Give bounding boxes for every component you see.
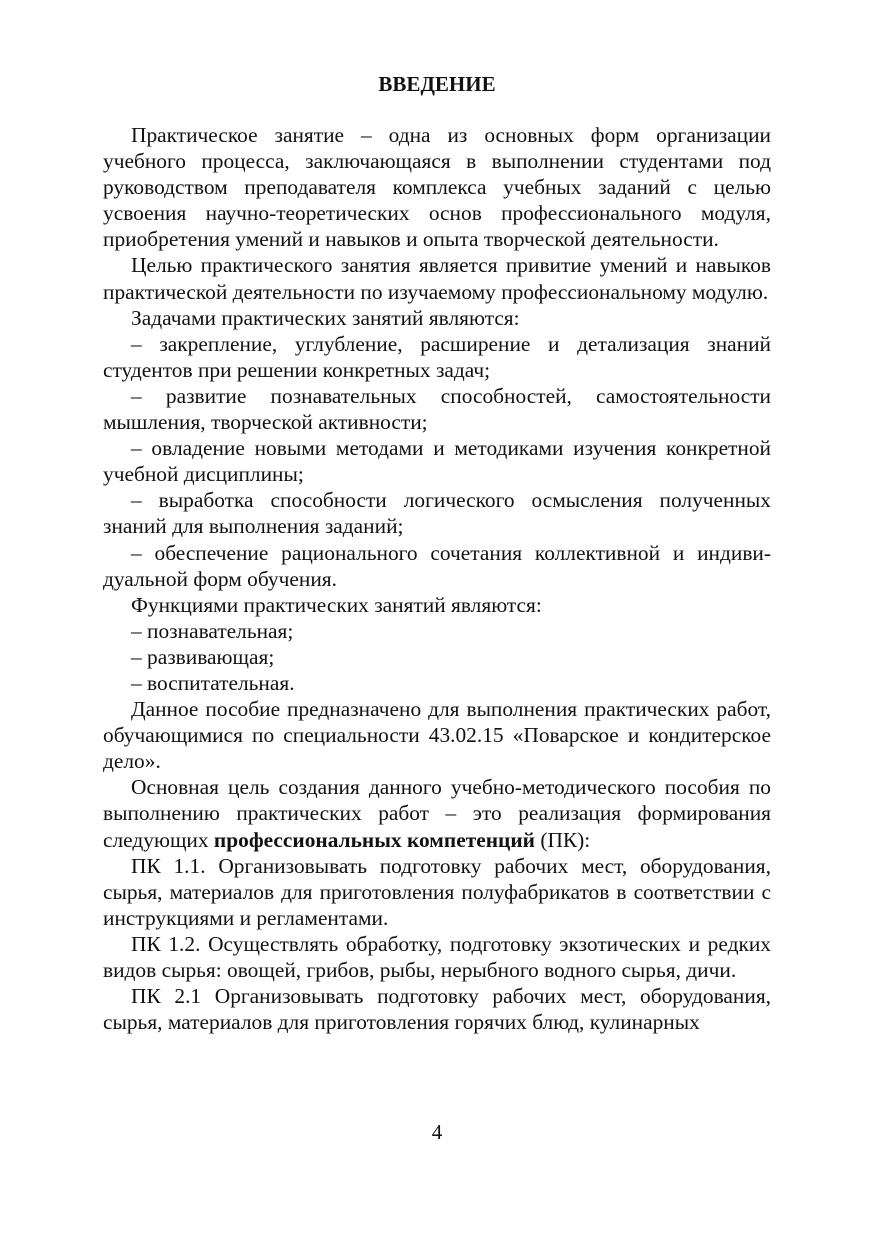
competencies-text-start: Основная цель создания данного учебно-методического пособия по выполнению практических работ – это реализация формирования следующих <box>103 775 771 852</box>
paragraph-competencies-intro <box>103 774 771 852</box>
paragraph-tasks-heading: Задачами практических занятий являются: <box>131 305 520 330</box>
list-item-task-4: – выработка способности логического осмысления полученных знаний для выполнения заданий; <box>103 488 771 539</box>
section-heading: ВВЕДЕНИЕ <box>378 72 496 96</box>
competencies-text-end: (ПК): <box>535 827 591 852</box>
paragraph-purpose: Данное пособие предназначено для выполнения практических работ, обучающимися по специальности 43.02.15 «Поварское и кондитерское дело». <box>103 697 771 774</box>
document-page <box>103 0 771 1240</box>
paragraph-functions-heading: Функциями практических занятий являются: <box>131 592 542 617</box>
list-item-function-2: – развивающая; <box>131 644 275 669</box>
page-number: 4 <box>431 1120 443 1144</box>
paragraph-pk-1-1: ПК 1.1. Организовывать подготовку рабочих мест, оборудования, сырья, материалов для приготовления полуфабрикатов в соответствии с инструкциями и регламентами. <box>103 853 771 930</box>
competencies-bold-term: профессиональных компетенций <box>213 827 535 852</box>
paragraph-pk-2-1: ПК 2.1 Организовывать подготовку рабочих мест, оборудования, сырья, материалов для приготовления горячих блюд, кулинарных <box>103 984 771 1035</box>
list-item-function-1: – познавательная; <box>131 618 294 643</box>
paragraph-pk-1-2: ПК 1.2. Осуществлять обработку, подготовку экзотических и редких видов сырья: овощей, грибов, рыбы, нерыбного водного сырья, дичи. <box>103 931 771 982</box>
list-item-task-1: – закрепление, углубление, расширение и детализация знаний студентов при решении конкретных задач; <box>103 331 771 382</box>
list-item-task-2: – развитие познавательных способностей, самостоятельности мышления, творческой активности; <box>103 383 771 435</box>
body-text <box>103 122 771 1035</box>
list-item-task-3: – овладение новыми методами и методиками изучения конкретной учебной дисциплины; <box>103 436 771 487</box>
list-item-task-5: – обеспечение рационального сочетания коллективной и индивидуальной форм обучения. <box>103 540 771 591</box>
paragraph-intro: Практическое занятие – одна из основных форм организации учебного процесса, заключающаяся в выполнении студентами под руководством преподавателя комплекса учебных заданий с целью усвоения научно-теоретических основ профессионального модуля, приобретения умений и навыков и опыта творческой деятельности. <box>103 123 771 252</box>
list-item-function-3: – воспитательная. <box>131 670 295 695</box>
paragraph-goal: Целью практического занятия является привитие умений и навыков практической деятельности по изучаемому профессиональному модулю. <box>103 253 771 304</box>
